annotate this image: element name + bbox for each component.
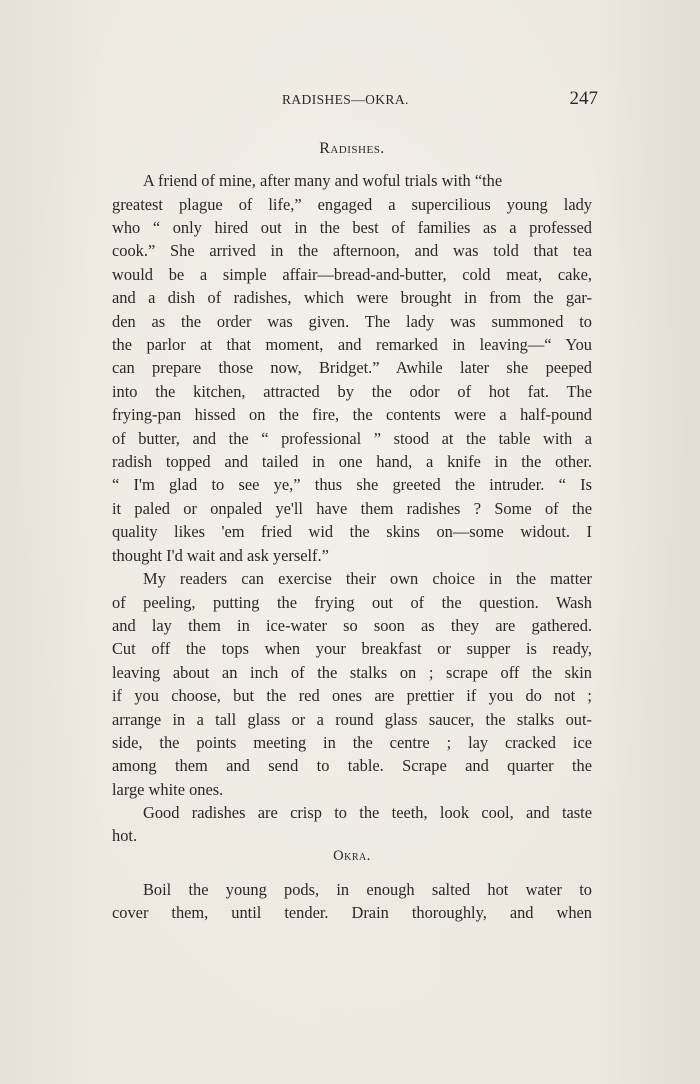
section-heading-okra: Okra. [333,848,371,864]
text-line: if you choose, but the red ones are prettier if you do not ; [112,686,592,705]
text-line: den as the order was given. The lady was summoned to [112,312,592,331]
text-line: large white ones. [112,780,224,799]
text-line: quality likes 'em fried wid the skins on—some widout. I [112,522,592,541]
text-line: radish topped and tailed in one hand, a knife in the other. [112,452,592,471]
text-line: who “ only hired out in the best of families as a professed [112,218,592,237]
text-line: A friend of mine, after many and woful trials with “the [143,171,503,190]
running-head: RADISHES—OKRA. [282,92,409,107]
text-line: it paled or onpaled ye'll have them radishes ? Some of the [112,499,592,518]
text-line: into the kitchen, attracted by the odor of hot fat. The [112,382,592,401]
section-heading-radishes: Radishes. [319,140,385,157]
text-line: hot. [112,826,138,845]
text-line: cook.” She arrived in the afternoon, and was told that tea [112,241,592,260]
page-number: 247 [569,88,598,109]
text-line: “ I'm glad to see ye,” thus she greeted the intruder. “ Is [112,475,592,494]
text-line: Boil the young pods, in enough salted hot water to [143,880,592,899]
text-line: of peeling, putting the frying out of the question. Wash [112,593,592,612]
page-header [282,88,600,112]
text-line: of butter, and the “ professional ” stood at the table with a [112,429,592,448]
text-line: leaving about an inch of the stalks on ; scrape off the skin [112,663,592,682]
text-line: cover them, until tender. Drain thoroughly, and when [112,903,592,922]
text-line: frying-pan hissed on the fire, the contents were a half-pound [112,405,592,424]
text-line: Good radishes are crisp to the teeth, look cool, and taste [143,803,592,822]
text-line: side, the points meeting in the centre ; lay cracked ice [112,733,592,752]
text-line: can prepare those now, Bridget.” Awhile later she peeped [112,358,592,377]
text-line: Cut off the tops when your breakfast or supper is ready, [112,639,592,658]
text-line: arrange in a tall glass or a round glass saucer, the stalks out- [112,710,592,729]
text-line: and lay them in ice-water so soon as they are gathered. [112,616,592,635]
text-line: the parlor at that moment, and remarked in leaving—“ You [112,335,592,354]
text-line: My readers can exercise their own choice in the matter [143,569,592,588]
text-line: thought I'd wait and ask yerself.” [112,546,329,565]
text-line: among them and send to table. Scrape and quarter the [112,756,592,775]
text-line: greatest plague of life,” engaged a supercilious young lady [112,195,592,214]
text-line: and a dish of radishes, which were brought in from the gar- [112,288,592,307]
text-line: would be a simple affair—bread-and-butter, cold meat, cake, [112,265,592,284]
